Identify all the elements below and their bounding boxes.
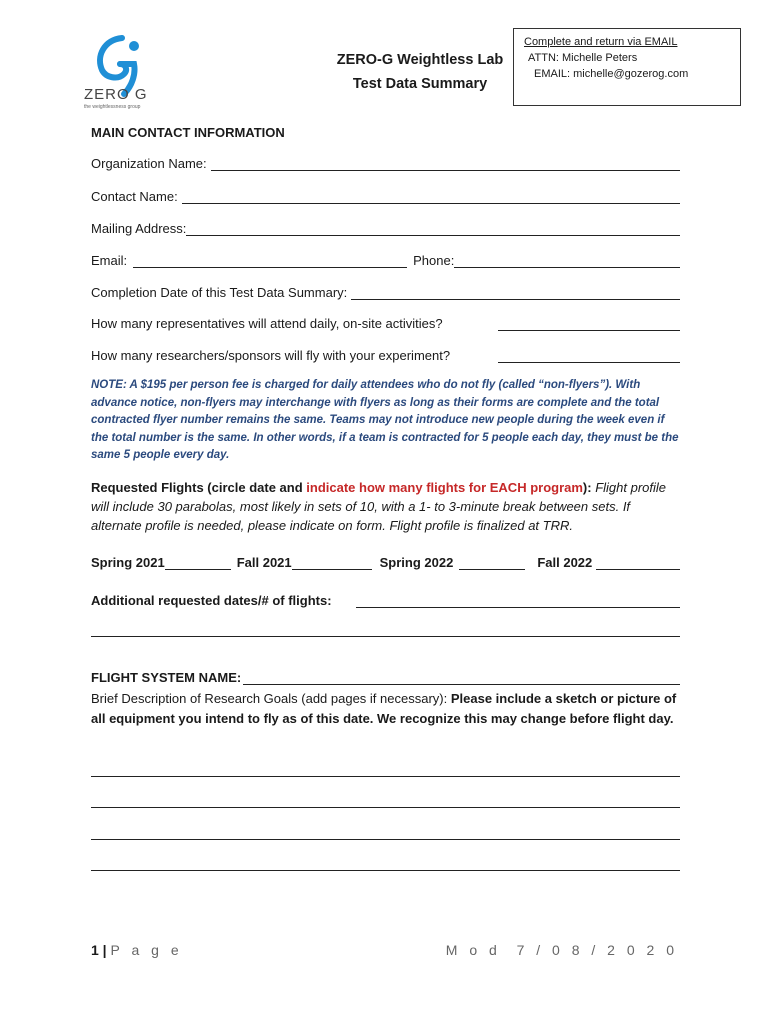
return-instruction: Complete and return via EMAIL (524, 36, 678, 48)
research-goals-line-3[interactable] (91, 839, 680, 840)
zero-g-logo (84, 34, 156, 110)
return-instructions-box (513, 28, 741, 106)
email-phone-row (91, 253, 680, 268)
page-indicator (91, 942, 183, 958)
season-fall-2022-field[interactable] (596, 555, 680, 570)
requested-flights-paragraph (91, 478, 683, 535)
additional-dates-line[interactable] (91, 636, 680, 637)
phone-field[interactable] (454, 253, 680, 268)
representatives-row (91, 316, 680, 331)
mailing-address-label: Mailing Address: (91, 221, 187, 236)
season-fall-2022[interactable]: Fall 2022 (537, 555, 593, 570)
return-attn: ATTN: Michelle Peters (528, 52, 638, 64)
flight-profile-description: Flight profile will include 30 parabolas, most likely in sets of 10, with a 1- to 3-minute break between sets. If alternate profile is needed, please indicate on form. Flight profile is finalized at TRR. (91, 480, 667, 533)
research-goals-line-2[interactable] (91, 807, 680, 808)
flyers-question: How many researchers/sponsors will fly with your experiment? (91, 348, 451, 363)
completion-date-label: Completion Date of this Test Data Summary: (91, 285, 348, 300)
season-spring-2021[interactable]: Spring 2021 (91, 555, 165, 570)
organization-label: Organization Name: (91, 156, 207, 171)
research-goals-description (91, 689, 683, 728)
contact-name-row (91, 189, 680, 204)
contact-name-label: Contact Name: (91, 189, 178, 204)
requested-flights-lead: Requested Flights (circle date and (91, 480, 307, 495)
return-email: EMAIL: michelle@gozerog.com (534, 68, 689, 80)
flight-system-row (91, 670, 680, 685)
equipment-sketch-instruction: Please include a sketch or picture of all equipment you intend to fly as of this date. We recognize this may change before flight day. (91, 691, 677, 726)
season-spring-2022[interactable]: Spring 2022 (379, 555, 454, 570)
email-label: Email: (91, 253, 128, 268)
research-goals-label: Brief Description of Research Goals (add pages if necessary): (91, 691, 451, 706)
additional-dates-field[interactable] (356, 593, 680, 608)
additional-dates-label: Additional requested dates/# of flights: (91, 593, 332, 608)
season-spring-2022-field[interactable] (459, 555, 525, 570)
revision-date: M o d 7 / 0 8 / 2 0 2 0 (445, 942, 678, 958)
flight-system-field[interactable] (243, 670, 680, 685)
research-goals-line-1[interactable] (91, 776, 680, 777)
requested-flights-highlight: indicate how many flights for EACH program (306, 480, 583, 495)
contact-name-field[interactable] (182, 189, 680, 204)
page-word: P a g e (110, 942, 183, 958)
requested-flights-close: ): (582, 480, 596, 495)
completion-date-field[interactable] (351, 285, 680, 300)
representatives-field[interactable] (498, 316, 680, 331)
mailing-address-field[interactable] (186, 221, 680, 236)
email-field[interactable] (133, 253, 407, 268)
season-fall-2021[interactable]: Fall 2021 (236, 555, 292, 570)
document-subtitle: Test Data Summary (352, 76, 488, 92)
logo-text: ZERO G (84, 86, 148, 103)
phone-label: Phone: (413, 253, 455, 268)
flyers-row (91, 348, 680, 363)
organization-row (91, 156, 680, 171)
completion-date-row (91, 285, 680, 300)
season-fall-2021-field[interactable] (292, 555, 372, 570)
flight-system-label: FLIGHT SYSTEM NAME: (91, 670, 242, 685)
page-separator: | (98, 942, 111, 958)
flyers-field[interactable] (498, 348, 680, 363)
non-flyer-fee-note: NOTE: A $195 per person fee is charged for daily attendees who do not fly (called “non-flyers”). With advance notice, non-flyers may interchange with flyers as long as their forms are complete and the total contracted flyer number remains the same. Teams may not introduce new people during the week even if the total number is the same. In other words, if a team is contracted for 5 people each day, they must be the same 5 people every day. (91, 379, 679, 461)
mailing-address-row (91, 221, 680, 236)
organization-field[interactable] (211, 156, 680, 171)
document-title: ZERO-G Weightless Lab (336, 52, 504, 68)
representatives-question: How many representatives will attend daily, on-site activities? (91, 316, 443, 331)
page-number: 1 (91, 942, 99, 958)
season-selection-row (91, 555, 680, 570)
research-goals-line-4[interactable] (91, 870, 680, 871)
season-spring-2021-field[interactable] (165, 555, 231, 570)
contact-heading: MAIN CONTACT INFORMATION (91, 125, 285, 140)
additional-dates-row (91, 593, 680, 608)
logo-tagline: the weightlessness group (84, 104, 141, 110)
